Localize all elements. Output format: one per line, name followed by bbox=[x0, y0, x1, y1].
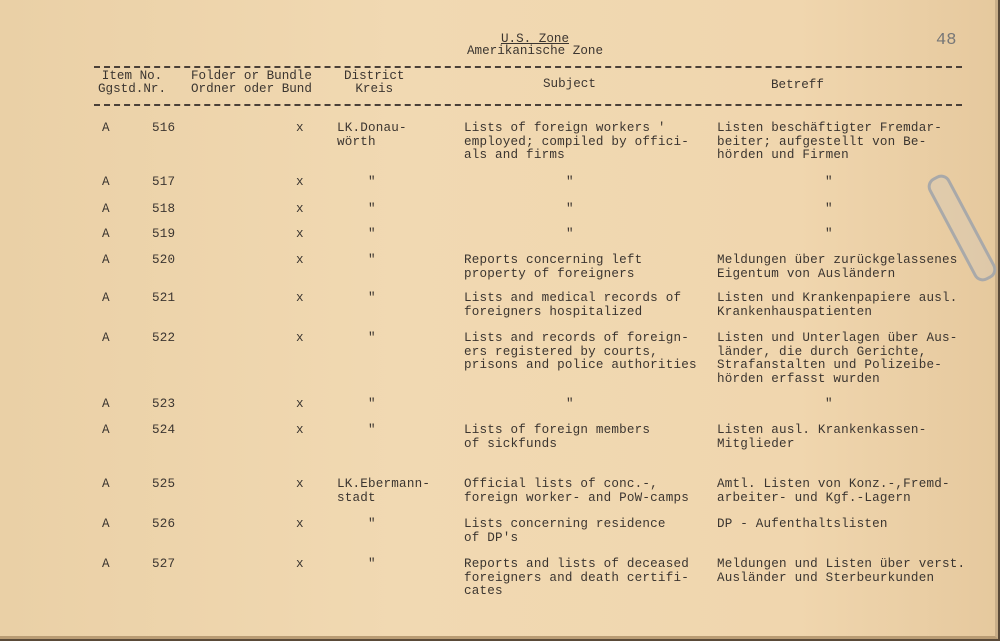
cell-subject: Lists and records of foreign- ers registered by courts, prisons and police authorities bbox=[464, 331, 697, 372]
column-header-district: District Kreis bbox=[344, 69, 405, 96]
cell-district: LK.Donau- wörth bbox=[337, 121, 407, 149]
cell-item-number: 524 bbox=[152, 423, 176, 437]
cell-betreff: Listen beschäftigter Fremdar- beiter; aufgestellt von Be- hörden und Firmen bbox=[717, 121, 942, 162]
cell-subject: Reports concerning left property of foreigners bbox=[464, 253, 643, 281]
cell-betreff: " bbox=[825, 202, 833, 216]
cell-item-number: 519 bbox=[152, 227, 176, 241]
cell-district: " bbox=[368, 291, 376, 305]
column-header-folder: Folder or Bundle Ordner oder Bund bbox=[191, 69, 312, 96]
cell-folder-mark: x bbox=[296, 517, 304, 531]
cell-folder-mark: x bbox=[296, 291, 304, 305]
cell-item-number: 525 bbox=[152, 477, 176, 491]
cell-item-number: 523 bbox=[152, 397, 176, 411]
cell-district: " bbox=[368, 227, 376, 241]
cell-item-number: 517 bbox=[152, 175, 176, 189]
cell-subject: Reports and lists of deceased foreigners and death certifi- cates bbox=[464, 557, 689, 598]
cell-folder-mark: x bbox=[296, 557, 304, 571]
cell-item-letter: A bbox=[102, 253, 110, 267]
cell-item-number: 522 bbox=[152, 331, 176, 345]
cell-subject: Lists of foreign members of sickfunds bbox=[464, 423, 651, 451]
cell-item-letter: A bbox=[102, 291, 110, 305]
cell-folder-mark: x bbox=[296, 477, 304, 491]
cell-betreff: Listen und Unterlagen über Aus- länder, die durch Gerichte, Strafanstalten und Polizeibe- hörden erfasst wurden bbox=[717, 331, 958, 386]
cell-subject: Lists of foreign workers ' employed; compiled by offici- als and firms bbox=[464, 121, 689, 162]
cell-subject: " bbox=[566, 227, 574, 241]
cell-item-letter: A bbox=[102, 517, 110, 531]
cell-subject: Lists and medical records of foreigners hospitalized bbox=[464, 291, 682, 319]
cell-folder-mark: x bbox=[296, 202, 304, 216]
cell-item-number: 521 bbox=[152, 291, 176, 305]
cell-district: " bbox=[368, 202, 376, 216]
cell-folder-mark: x bbox=[296, 397, 304, 411]
cell-betreff: Listen und Krankenpapiere ausl. Krankenhauspatienten bbox=[717, 291, 958, 319]
cell-item-letter: A bbox=[102, 331, 110, 345]
cell-district: " bbox=[368, 397, 376, 411]
cell-district: " bbox=[368, 331, 376, 345]
cell-folder-mark: x bbox=[296, 253, 304, 267]
cell-folder-mark: x bbox=[296, 227, 304, 241]
cell-betreff: " bbox=[825, 175, 833, 189]
cell-folder-mark: x bbox=[296, 175, 304, 189]
cell-subject: Lists concerning residence of DP's bbox=[464, 517, 666, 545]
cell-betreff: Meldungen über zurückgelassenes Eigentum von Ausländern bbox=[717, 253, 958, 281]
cell-folder-mark: x bbox=[296, 423, 304, 437]
cell-betreff: Listen ausl. Krankenkassen- Mitglieder bbox=[717, 423, 927, 451]
cell-district: LK.Ebermann- stadt bbox=[337, 477, 431, 505]
cell-item-number: 518 bbox=[152, 202, 176, 216]
cell-district: " bbox=[368, 423, 376, 437]
cell-subject: " bbox=[566, 175, 574, 189]
cell-item-letter: A bbox=[102, 175, 110, 189]
zone-title: U.S. Zone bbox=[500, 32, 570, 46]
cell-district: " bbox=[368, 175, 376, 189]
cell-item-letter: A bbox=[102, 557, 110, 571]
cell-district: " bbox=[368, 557, 376, 571]
cell-district: " bbox=[368, 253, 376, 267]
header-divider-bottom bbox=[94, 104, 962, 106]
cell-district: " bbox=[368, 517, 376, 531]
cell-item-number: 520 bbox=[152, 253, 176, 267]
cell-subject: Official lists of conc.-, foreign worker- and PoW-camps bbox=[464, 477, 689, 505]
page-number: 48 bbox=[936, 31, 957, 50]
cell-item-number: 526 bbox=[152, 517, 176, 531]
zone-subtitle: Amerikanische Zone bbox=[466, 44, 604, 58]
column-header-subject: Subject bbox=[543, 77, 596, 91]
column-header-betreff: Betreff bbox=[771, 78, 824, 92]
cell-item-letter: A bbox=[102, 121, 110, 135]
cell-betreff: Amtl. Listen von Konz.-,Fremd- arbeiter- und Kgf.-Lagern bbox=[717, 477, 950, 505]
cell-betreff: Meldungen und Listen über verst. Ausländer und Sterbeurkunden bbox=[717, 557, 966, 585]
cell-item-letter: A bbox=[102, 423, 110, 437]
cell-subject: " bbox=[566, 397, 574, 411]
cell-item-letter: A bbox=[102, 397, 110, 411]
cell-betreff: " bbox=[825, 397, 833, 411]
cell-item-letter: A bbox=[102, 477, 110, 491]
cell-folder-mark: x bbox=[296, 121, 304, 135]
cell-subject: " bbox=[566, 202, 574, 216]
cell-betreff: DP - Aufenthaltslisten bbox=[717, 517, 888, 531]
column-header-item: Item No. Ggstd.Nr. bbox=[98, 69, 167, 96]
cell-betreff: " bbox=[825, 227, 833, 241]
cell-item-number: 527 bbox=[152, 557, 176, 571]
cell-item-letter: A bbox=[102, 227, 110, 241]
header-divider-top bbox=[94, 66, 962, 68]
cell-item-number: 516 bbox=[152, 121, 176, 135]
cell-item-letter: A bbox=[102, 202, 110, 216]
cell-folder-mark: x bbox=[296, 331, 304, 345]
